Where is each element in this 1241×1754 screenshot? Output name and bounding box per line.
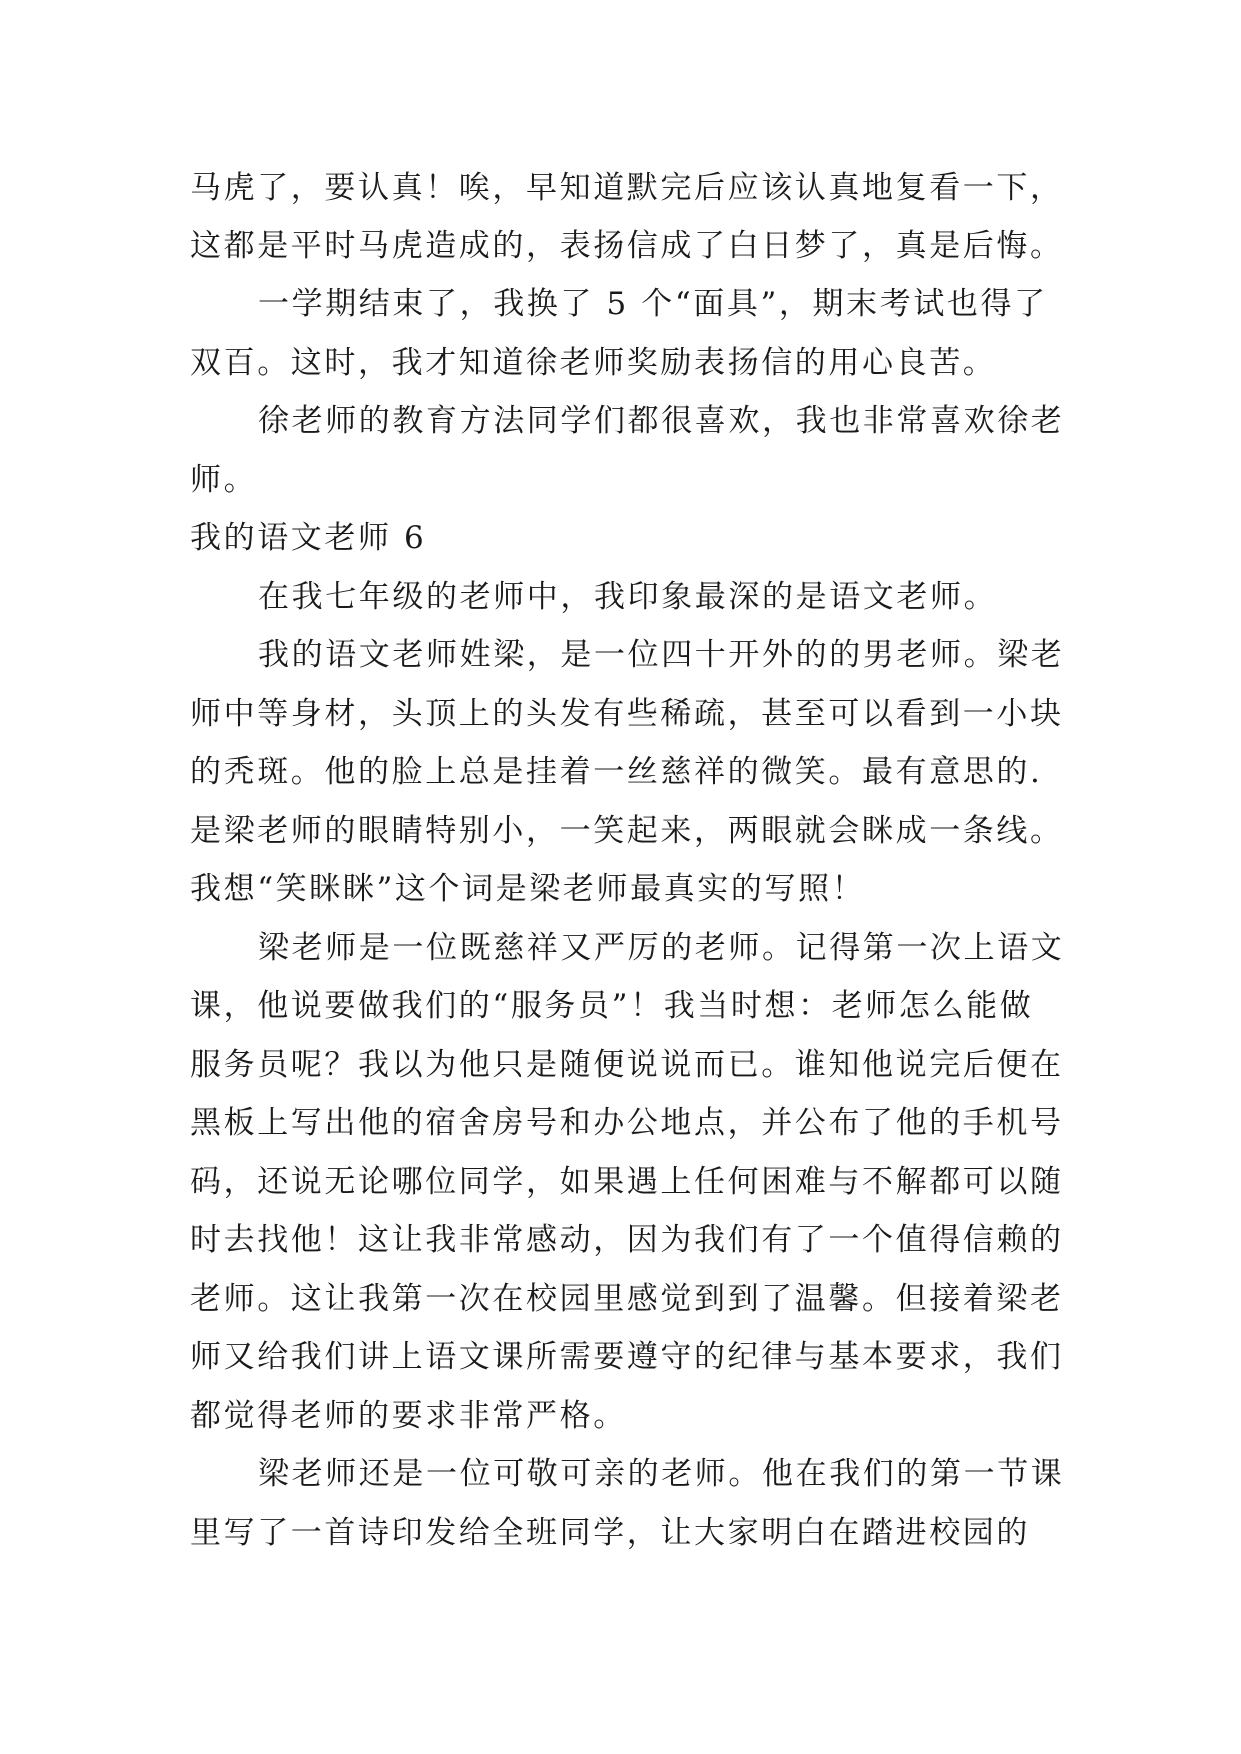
paragraph-start-line: 一学期结束了，我换了 5 个“面具”，期末考试也得了	[258, 286, 1048, 322]
text-line: 我想“笑眯眯”这个词是梁老师最真实的写照！	[190, 871, 866, 907]
paragraph-start-line: 在我七年级的老师中，我印象最深的是语文老师。	[258, 579, 998, 615]
text-line: 这都是平时马虎造成的，表扬信成了白日梦了，真是后悔。	[190, 228, 1064, 264]
text-line: 码，还说无论哪位同学，如果遇上任何困难与不解都可以随	[190, 1164, 1064, 1200]
text-line: 老师。这让我第一次在校园里感觉到到了温馨。但接着梁老	[190, 1281, 1064, 1317]
text-line: 里写了一首诗印发给全班同学，让大家明白在踏进校园的	[190, 1515, 1030, 1551]
paragraph-start-line: 徐老师的教育方法同学们都很喜欢，我也非常喜欢徐老	[258, 403, 1065, 439]
text-line: 课，他说要做我们的“服务员”！我当时想：老师怎么能做	[190, 988, 1034, 1024]
text-line: 师中等身材，头顶上的头发有些稀疏，甚至可以看到一小块	[190, 696, 1064, 732]
text-line: 时去找他！这让我非常感动，因为我们有了一个值得信赖的	[190, 1222, 1064, 1258]
text-line: 服务员呢？我以为他只是随便说说而已。谁知他说完后便在	[190, 1047, 1064, 1083]
text-line: 黑板上写出他的宿舍房号和办公地点，并公布了他的手机号	[190, 1105, 1064, 1141]
text-line: 师。	[190, 462, 258, 498]
paragraph-start-line: 梁老师还是一位可敬可亲的老师。他在我们的第一节课	[258, 1456, 1065, 1492]
text-line: 双百。这时，我才知道徐老师奖励表扬信的用心良苦。	[190, 345, 997, 381]
text-line: 都觉得老师的要求非常严格。	[190, 1398, 627, 1434]
paragraph-start-line: 我的语文老师姓梁，是一位四十开外的的男老师。梁老	[258, 637, 1065, 673]
text-line: 的秃斑。他的脸上总是挂着一丝慈祥的微笑。最有意思的.	[190, 754, 1043, 790]
text-line: 是梁老师的眼睛特别小，一笑起来，两眼就会眯成一条线。	[190, 813, 1064, 849]
section-heading: 我的语文老师 6	[190, 520, 427, 556]
text-line: 马虎了，要认真！唉，早知道默完后应该认真地复看一下，	[190, 170, 1064, 206]
paragraph-start-line: 梁老师是一位既慈祥又严厉的老师。记得第一次上语文	[258, 930, 1065, 966]
text-line: 师又给我们讲上语文课所需要遵守的纪律与基本要求，我们	[190, 1339, 1064, 1375]
